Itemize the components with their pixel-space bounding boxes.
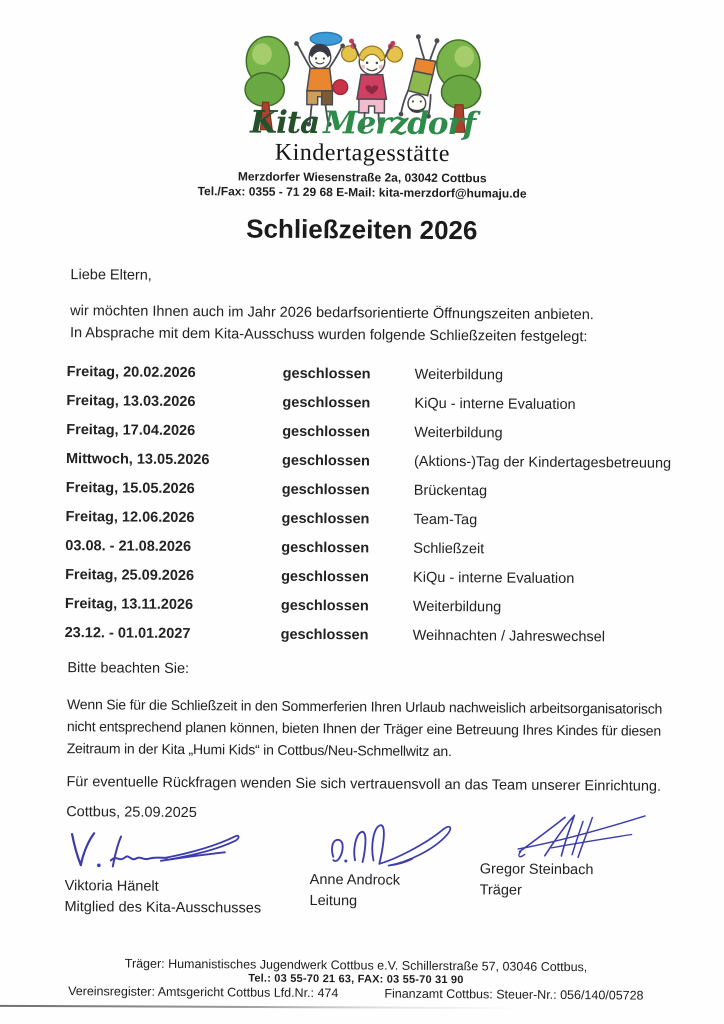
schedule-status: geschlossen — [282, 365, 371, 382]
signature-area — [64, 824, 719, 920]
schedule-status: geschlossen — [281, 452, 370, 469]
schedule-date: 23.12. - 01.01.2027 — [64, 624, 191, 642]
signer-name: Gregor Steinbach — [479, 861, 594, 879]
logo-word-merzdorf: Merzdorf — [323, 105, 476, 143]
place-date-line: Cottbus, 25.09.2025 — [66, 804, 197, 822]
schedule-date: Freitag, 20.02.2026 — [66, 363, 196, 381]
signer-role: Träger — [479, 882, 522, 899]
schedule-reason: Weiterbildung — [414, 366, 504, 383]
signature-block-traeger — [479, 827, 710, 920]
note-heading: Bitte beachten Sie: — [67, 660, 190, 678]
schedule-date: Mittwoch, 13.05.2026 — [65, 450, 210, 468]
intro-paragraph — [70, 300, 723, 349]
signature-ink-viktoria — [65, 824, 250, 877]
page-title: Schließzeiten 2026 — [246, 213, 478, 246]
intro-line-1: wir möchten Ihnen auch im Jahr 2026 bedarfsorientierte Öffnungszeiten anbieten. — [70, 303, 594, 324]
schedule-reason: (Aktions-)Tag der Kindertagesbetreuung — [413, 453, 672, 472]
schedule-status: geschlossen — [281, 568, 370, 585]
letterhead-contact: Tel./Fax: 0355 - 71 29 68 E-Mail: kita-merzdorf@humaju.de — [197, 184, 527, 201]
cloud-icon — [310, 32, 342, 45]
schedule-reason: Brückentag — [413, 482, 488, 499]
salutation: Liebe Eltern, — [70, 267, 152, 284]
signature-ink-gregor — [480, 807, 685, 861]
schedule-reason: Weiterbildung — [412, 598, 502, 615]
signature-ink-anne — [310, 818, 475, 871]
schedule-status: geschlossen — [282, 394, 371, 411]
schedule-reason: Schließzeit — [413, 540, 485, 557]
signer-name: Anne Androck — [309, 871, 401, 889]
footer — [0, 956, 718, 1004]
schedule-date: Freitag, 17.04.2026 — [66, 421, 196, 439]
schedule-date: Freitag, 13.11.2026 — [64, 595, 194, 613]
letterhead — [197, 27, 527, 201]
schedule-date: Freitag, 25.09.2026 — [65, 566, 195, 584]
note-body: Wenn Sie für die Schließzeit in den Sommerferien Ihren Urlaub nachweislich arbeitsorganisatorisch nicht entsprechend planen können, bieten Ihnen der Träger eine Betreuung Ihres Kindes für diesen Zeitraum in der Kita „Humi Kids“ in Cottbus/Neu-Schmellwitz an. — [66, 696, 663, 760]
schedule-status: geschlossen — [281, 481, 370, 498]
logo-wordmark — [213, 104, 513, 143]
schedule-status: geschlossen — [280, 626, 369, 643]
schedule-reason: KiQu - interne Evaluation — [414, 395, 576, 413]
schedule-date: Freitag, 12.06.2026 — [65, 508, 195, 526]
org-type-label: Kindertagesstätte — [274, 139, 451, 168]
schedule-status: geschlossen — [281, 539, 370, 556]
schedule-date: 03.08. - 21.08.2026 — [65, 537, 192, 555]
footer-phone-line: Tel.: 03 55-70 21 63, FAX: 03 55-70 31 90 — [248, 972, 464, 987]
schedule-row — [65, 618, 721, 652]
schedule-date: Freitag, 13.03.2026 — [66, 392, 196, 410]
closing-line: Für eventuelle Rückfragen wenden Sie sich vertrauensvoll an das Team unserer Einrichtung. — [66, 774, 662, 795]
logo-word-kita: Kita — [249, 104, 320, 142]
schedule-reason: Weiterbildung — [414, 424, 503, 441]
footer-finanzamt: Finanzamt Cottbus: Steuer-Nr.: 056/140/05728 — [384, 986, 644, 1003]
closure-schedule-table — [65, 357, 723, 652]
signer-role: Mitglied des Kita-Ausschusses — [64, 899, 262, 917]
schedule-status: geschlossen — [282, 423, 371, 440]
footer-traeger-line: Träger: Humanistisches Jugendwerk Cottbus e.V. Schillerstraße 57, 03046 Cottbus, — [124, 956, 588, 975]
schedule-status: geschlossen — [281, 510, 370, 527]
schedule-reason: Team-Tag — [413, 511, 478, 528]
intro-line-2: In Absprache mit dem Kita-Ausschuss wurden folgende Schließzeiten festgelegt: — [69, 325, 588, 346]
signature-block-leitung — [309, 826, 480, 918]
letterhead-address: Merzdorfer Wiesenstraße 2a, 03042 Cottbus — [237, 169, 487, 186]
schedule-status: geschlossen — [280, 597, 369, 614]
signer-role: Leitung — [309, 892, 358, 910]
schedule-date: Freitag, 15.05.2026 — [65, 479, 195, 497]
signature-block-kita-ausschuss — [64, 824, 310, 917]
schedule-reason: KiQu - interne Evaluation — [413, 569, 575, 587]
signer-name: Viktoria Hänelt — [64, 878, 159, 895]
schedule-reason: Weihnachten / Jahreswechsel — [412, 627, 606, 645]
scanner-edge-artifact — [0, 1005, 520, 1009]
footer-vereinsregister: Vereinsregister: Amtsgericht Cottbus Lfd.Nr.: 474 — [68, 984, 339, 1001]
